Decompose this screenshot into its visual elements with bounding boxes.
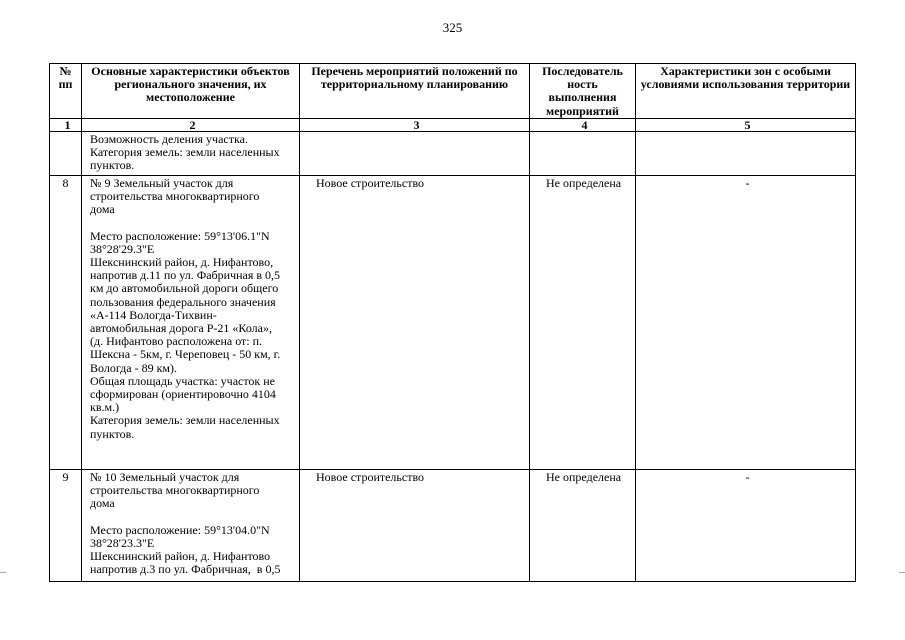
header-measures: Перечень мероприятий положений по территориальному планированию [300, 64, 530, 119]
zones-cell: - [636, 175, 856, 469]
sequence-cell [530, 131, 636, 175]
measures-cell: Новое строительство [300, 175, 530, 469]
column-index: 5 [636, 118, 856, 131]
table-header-row [50, 64, 856, 119]
text-line: Категория земель: земли населенных [90, 413, 280, 428]
sequence-cell: Не определена [530, 175, 636, 469]
text-line: км до автомобильной дороги общего [90, 281, 279, 296]
text-line: Шекснинский район, д. Нифантово, [90, 255, 274, 270]
text-line: Общая площадь участка: участок не [90, 373, 276, 388]
text-line: напротив д.3 по ул. Фабричная, в 0,5 [90, 562, 281, 577]
column-index: 3 [300, 118, 530, 131]
text-line: № 9 Земельный участок для [90, 175, 234, 190]
sequence-cell: Не определена [530, 469, 636, 581]
table-row [50, 175, 856, 469]
table-row-continuation [50, 131, 856, 175]
spacer [90, 216, 295, 229]
characteristics-cell [82, 131, 300, 175]
characteristics-cell [82, 175, 300, 469]
text-line: Место расположение: 59°13'06.1"N [90, 228, 270, 243]
text-line: «А-114 Вологда-Тихвин- [90, 307, 217, 322]
row-number-cell: 9 [50, 469, 82, 581]
table-row [50, 469, 856, 581]
text-line: автомобильная дорога Р-21 «Кола», [90, 321, 272, 336]
text-line: Возможность деления участка. [90, 131, 248, 146]
text-line: напротив д.11 по ул. Фабричная в 0,5 [90, 268, 281, 283]
text-line: Вологда - 89 км). [90, 360, 178, 375]
text-line: 38°28'29.3"E [90, 241, 155, 256]
text-line: 38°28'23.3"E [90, 535, 155, 550]
spacer [90, 510, 295, 523]
territorial-planning-table [49, 63, 856, 582]
text-line: Место расположение: 59°13'04.0"N [90, 522, 270, 537]
column-index-row [50, 118, 856, 131]
characteristics-cell [82, 469, 300, 581]
page-number: 325 [442, 20, 463, 35]
column-index: 2 [82, 118, 300, 131]
header-number: № пп [50, 64, 82, 119]
row-number-cell [50, 131, 82, 175]
text-line: (д. Нифантово расположена от: п. [90, 334, 263, 349]
header-characteristics: Основные характеристики объектов регионального значения, их местоположение [82, 64, 300, 119]
header-zones: Характеристики зон с особыми условиями использования территории [636, 64, 856, 119]
text-line: Категория земель: земли населенных [90, 145, 280, 160]
column-index: 1 [50, 118, 82, 131]
scan-edge-mark [0, 572, 6, 573]
text-line: Шекснинский район, д. Нифантово [90, 549, 271, 564]
measures-cell: Новое строительство [300, 469, 530, 581]
text-line: № 10 Земельный участок для [90, 469, 240, 484]
zones-cell: - [636, 469, 856, 581]
text-line: Шексна - 5км, г. Череповец - 50 км, г. [90, 347, 281, 362]
text-line: пользования федерального значения [90, 294, 276, 309]
scan-edge-mark [899, 572, 905, 573]
text-line: пунктов. [90, 426, 135, 441]
header-sequence: Последователь ность выполнения мероприятий [530, 64, 636, 119]
text-line: кв.м.) [90, 400, 120, 415]
text-line: дома [90, 202, 115, 217]
text-line: пунктов. [90, 158, 135, 173]
text-line: сформирован (ориентировочно 4104 [90, 387, 276, 402]
zones-cell [636, 131, 856, 175]
text-line: строительства многоквартирного [90, 189, 260, 204]
text-line: дома [90, 496, 115, 511]
row-number-cell: 8 [50, 175, 82, 469]
text-line: строительства многоквартирного [90, 483, 260, 498]
measures-cell [300, 131, 530, 175]
column-index: 4 [530, 118, 636, 131]
